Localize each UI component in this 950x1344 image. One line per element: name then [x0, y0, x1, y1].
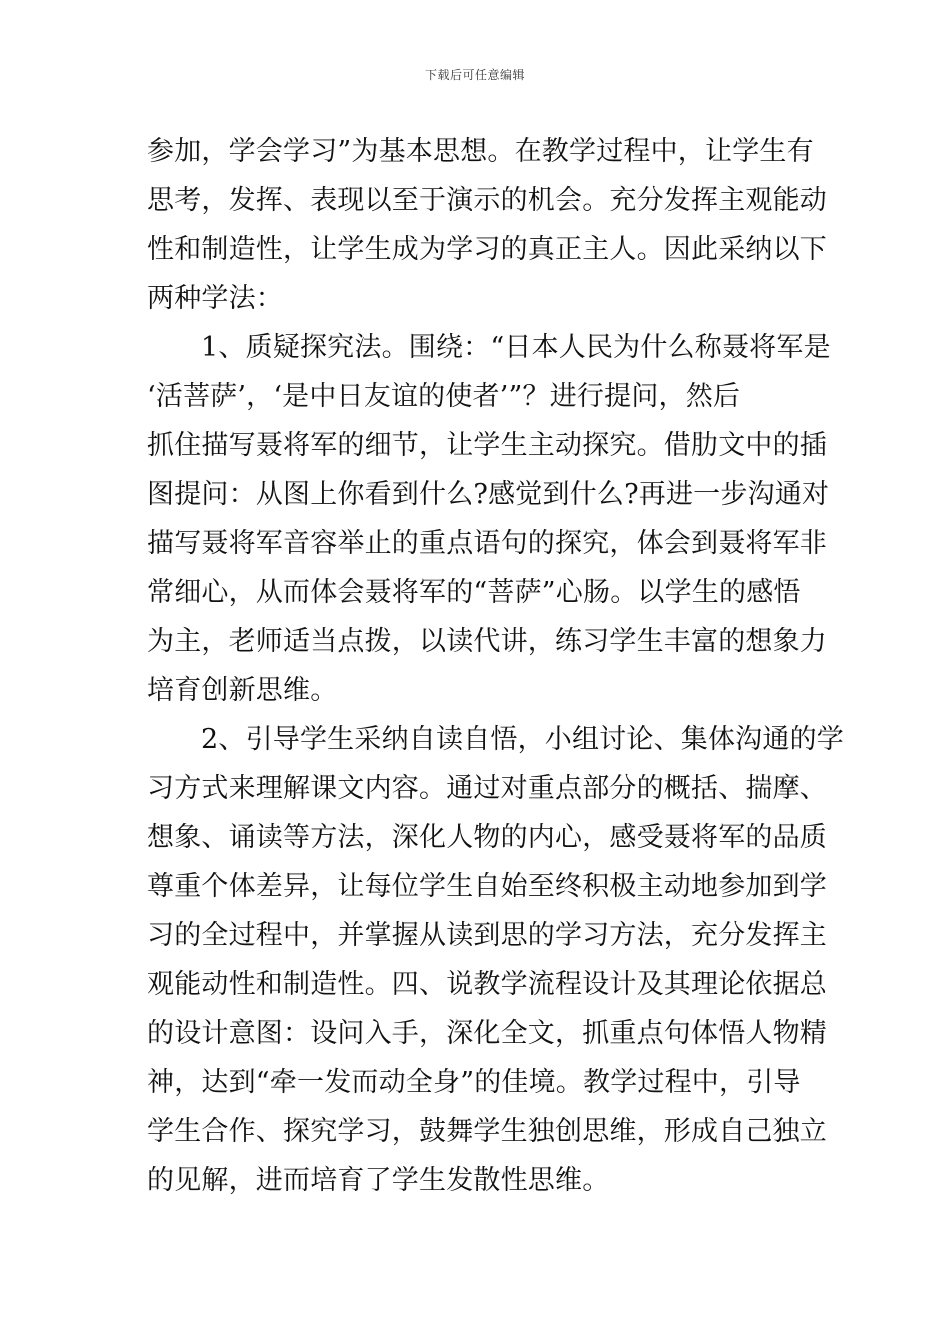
text-line: 学生合作、探究学习，鼓舞学生独创思维，形成自己独立	[147, 1116, 827, 1147]
text-line: 两种学法：	[147, 283, 283, 314]
text-line: 抓住描写聂将军的细节，让学生主动探究。借肋文中的插	[147, 430, 827, 461]
document-body	[147, 127, 844, 1205]
paragraph-start-line: 2、引导学生采纳自读自悟，小组讨论、集体沟通的学	[201, 724, 844, 755]
text-line: 的设计意图：设问入手，深化全文，抓重点句体悟人物精	[147, 1018, 827, 1049]
text-line: 性和制造性，让学生成为学习的真正主人。因此采纳以下	[147, 234, 827, 265]
text-line: 思考，发挥、表现以至于演示的机会。充分发挥主观能动	[147, 185, 827, 216]
text-line: 习的全过程中，并掌握从读到思的学习方法，充分发挥主	[147, 920, 827, 951]
page-header: 下载后可任意编辑	[424, 68, 525, 82]
text-line: 为主，老师适当点拨，以读代讲，练习学生丰富的想象力	[147, 626, 827, 657]
text-line: 神，达到“牵一发而动全身”的佳境。教学过程中，引导	[147, 1067, 801, 1098]
paragraph-start-line: 1、质疑探究法。围绕：“日本人民为什么称聂将军是	[201, 332, 831, 363]
text-line: 常细心，从而体会聂将军的“菩萨”心肠。以学生的感悟	[147, 577, 801, 608]
text-line: 的见解，进而培育了学生发散性思维。	[147, 1165, 610, 1196]
text-line: 想象、诵读等方法，深化人物的内心，感受聂将军的品质	[147, 822, 827, 853]
text-line: 培育创新思维。	[147, 675, 338, 706]
text-line: 习方式来理解课文内容。通过对重点部分的概括、揣摩、	[147, 773, 827, 804]
text-line: 尊重个体差异，让每位学生自始至终积极主动地参加到学	[147, 871, 827, 902]
text-line: 观能动性和制造性。四、说教学流程设计及其理论依据总	[147, 969, 827, 1000]
text-line: 参加，学会学习”为基本思想。在教学过程中，让学生有	[147, 136, 814, 167]
text-line: 图提问：从图上你看到什么?感觉到什么?再进一步沟通对	[147, 479, 830, 510]
text-line: 描写聂将军音容举止的重点语句的探究，体会到聂将军非	[147, 528, 827, 559]
text-line: ‘活菩萨’，‘是中日友谊的使者’”？进行提问，然后	[147, 381, 741, 412]
